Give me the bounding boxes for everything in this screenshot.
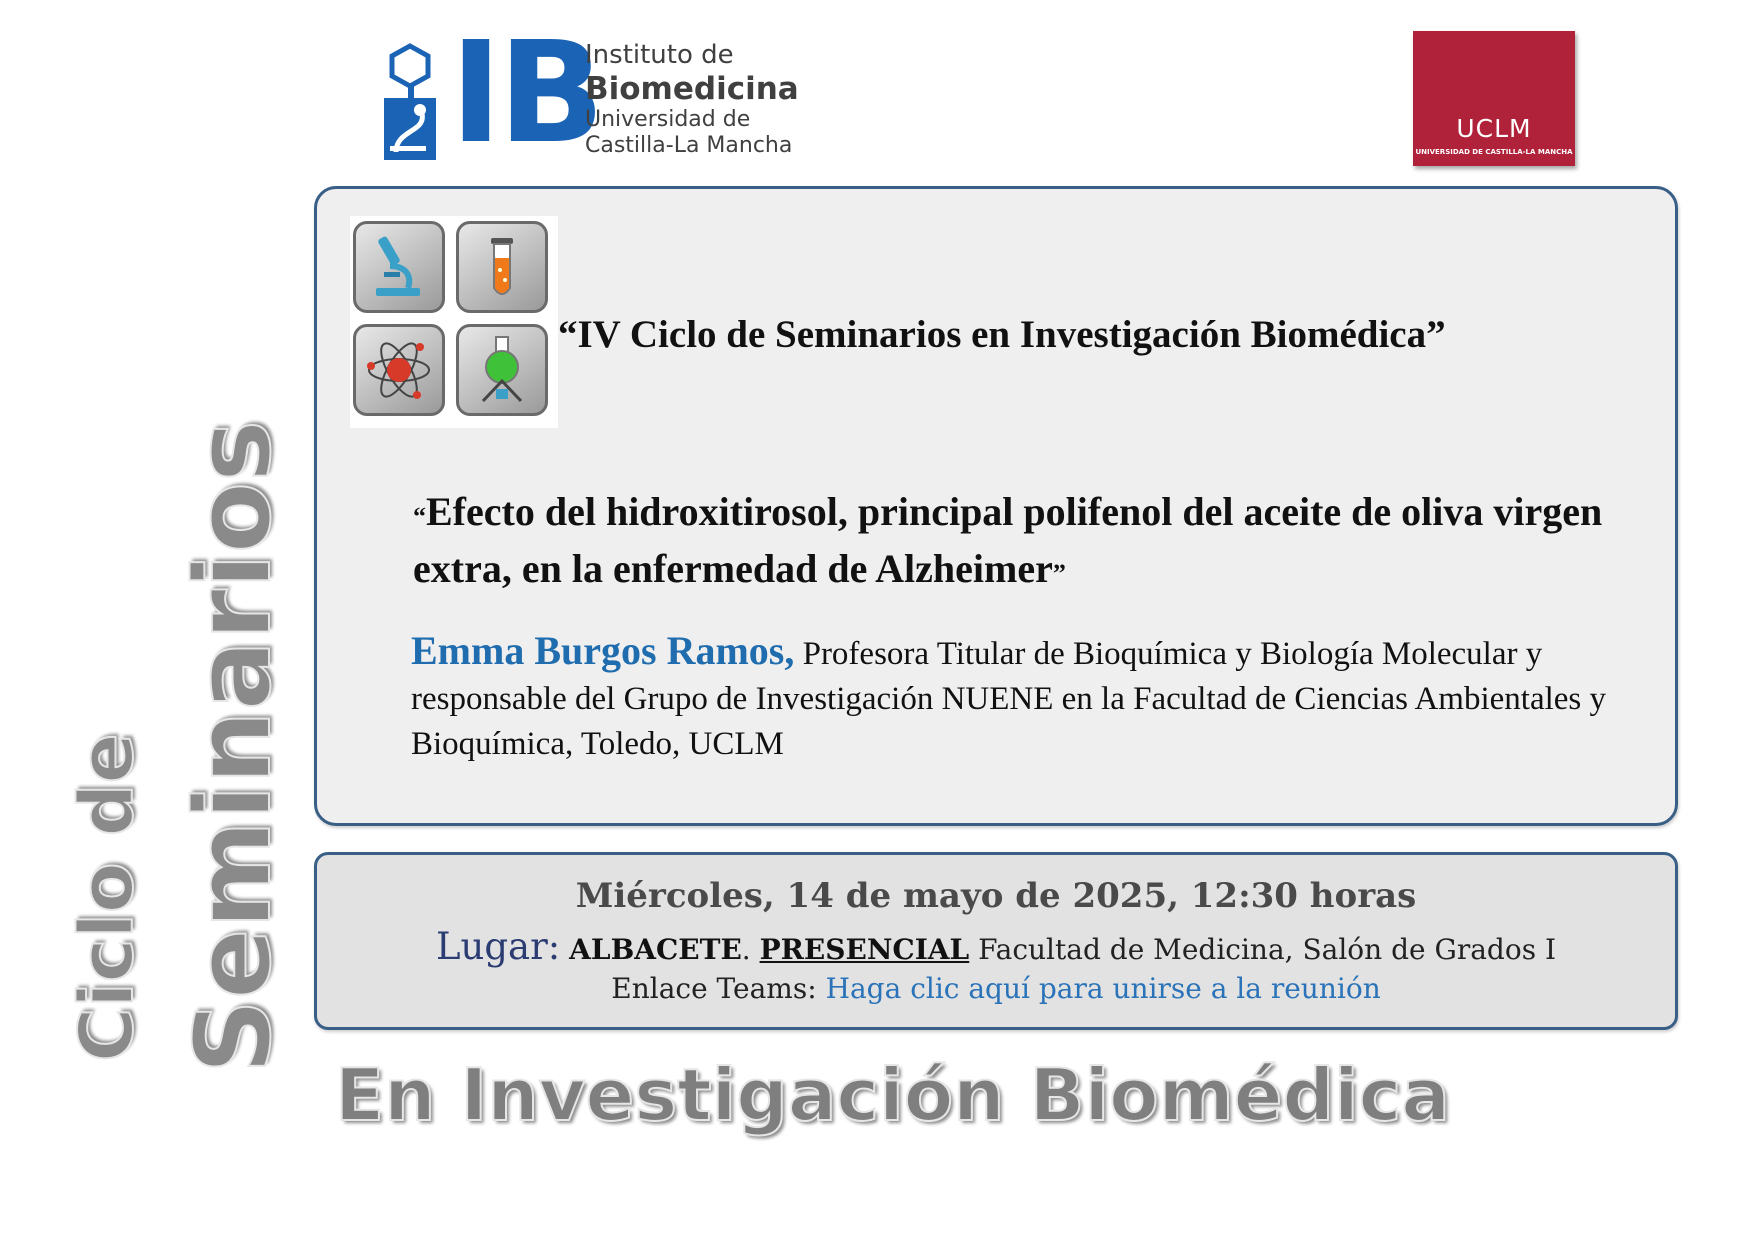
teams-label: Enlace Teams:: [611, 972, 826, 1005]
ib-line3: Universidad de: [585, 107, 751, 133]
teams-line: [314, 972, 1678, 1005]
ib-line2: Biomedicina: [585, 70, 799, 107]
uclm-logo-name: UCLM: [1456, 114, 1532, 143]
series-title: “IV Ciclo de Seminarios en Investigación Biomédica”: [558, 313, 1446, 356]
speaker-block: [411, 628, 1651, 767]
ib-logo: [380, 12, 799, 175]
place-city: ALBACETE: [569, 933, 742, 966]
microscope-icon: [353, 221, 445, 313]
place-city-separator: .: [741, 933, 760, 966]
flask-icon: [456, 324, 548, 416]
atom-icon: [353, 324, 445, 416]
side-text-seminarios: Seminarios: [172, 420, 294, 1074]
event-date: Miércoles, 14 de mayo de 2025, 12:30 horas: [575, 876, 1417, 916]
ib-line4: Castilla-La Mancha: [585, 133, 793, 159]
teams-join-link[interactable]: Haga clic aquí para unirse a la reunión: [825, 972, 1381, 1005]
test-tube-icon: [456, 221, 548, 313]
bottom-text: En Investigación Biomédica: [335, 1053, 1450, 1137]
talk-title: [413, 486, 1663, 600]
ib-institute-name: [585, 40, 799, 159]
place-venue: Facultad de Medicina, Salón de Grados I: [969, 933, 1557, 966]
speaker-description: Profesora Titular de Bioquímica y Biología Molecular y responsable del Grupo de Investigación NUENE en la Facultad de Ciencias Ambientales y Bioquímica, Toledo, UCLM: [411, 636, 1606, 762]
ib-line1: Instituto de: [585, 40, 734, 70]
ib-letters: IB: [450, 12, 601, 175]
event-place: [314, 925, 1678, 968]
talk-title-close-quote: ”: [1052, 559, 1066, 588]
place-mode: PRESENCIAL: [759, 933, 970, 966]
science-icons: [350, 216, 558, 428]
place-label: Lugar:: [435, 925, 561, 968]
speaker-name: Emma Burgos Ramos,: [411, 628, 795, 673]
talk-title-open-quote: “: [413, 502, 426, 531]
ib-emblem-icon: [380, 42, 440, 164]
talk-title-text: Efecto del hidroxitirosol, principal polifenol del aceite de oliva virgen extra, en la enfermedad de Alzheimer: [413, 489, 1603, 591]
uclm-logo: [1413, 31, 1575, 166]
uclm-logo-subtitle: UNIVERSIDAD DE CASTILLA-LA MANCHA: [1415, 148, 1573, 156]
side-text-ciclo-de: Ciclo de: [64, 733, 150, 1062]
